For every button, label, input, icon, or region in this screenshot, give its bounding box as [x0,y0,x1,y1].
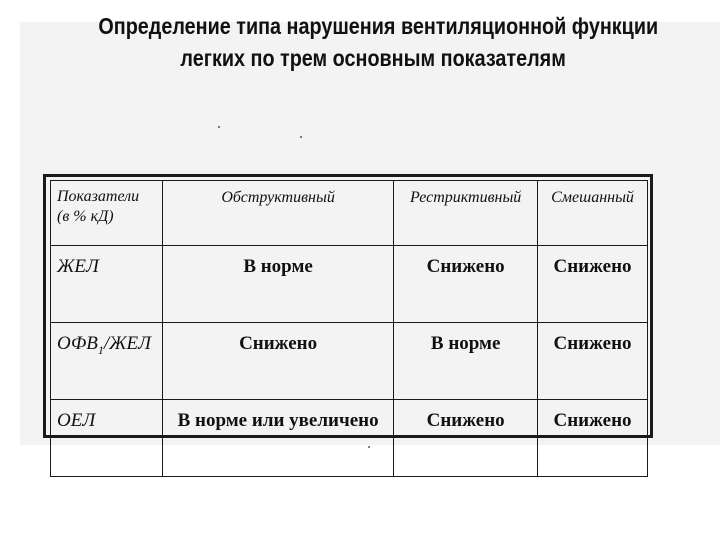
page-title [53,10,672,74]
table-row [51,400,648,477]
table-row [51,246,648,323]
row-indicator [51,246,163,323]
cell-restrictive: Снижено [394,400,538,477]
header-obstructive: Обструктивный [162,181,393,246]
indicator-label: ЖЕЛ [57,256,99,277]
header-indicators-label: Показатели [57,188,140,205]
scan-speck [218,126,220,128]
row-indicator [51,323,163,400]
ventilation-disorder-table [50,180,648,477]
indicator-subscript: 1 [97,342,104,357]
header-indicators [51,181,163,246]
row-indicator [51,400,163,477]
title-line-1: Определение типа нарушения вентиляционной функции [98,13,659,39]
cell-obstructive: В норме или увеличено [162,400,393,477]
table-header-row [51,181,648,246]
cell-mixed: Снижено [538,323,648,400]
table-row [51,323,648,400]
scan-speck [300,136,302,138]
header-indicators-unit: (в % кД) [57,208,114,225]
cell-mixed: Снижено [538,400,648,477]
header-mixed: Смешанный [538,181,648,246]
header-restrictive: Рестриктивный [394,181,538,246]
cell-obstructive: Снижено [162,323,393,400]
ventilation-table-frame [43,174,653,438]
title-line-2: легких по трем основным показателям [180,45,566,71]
cell-obstructive: В норме [162,246,393,323]
indicator-label: ОФВ [57,333,98,354]
cell-restrictive: В норме [394,323,538,400]
cell-mixed: Снижено [538,246,648,323]
cell-restrictive: Снижено [394,246,538,323]
indicator-label: ОЕЛ [57,410,96,431]
indicator-tail: /ЖЕЛ [103,333,152,354]
